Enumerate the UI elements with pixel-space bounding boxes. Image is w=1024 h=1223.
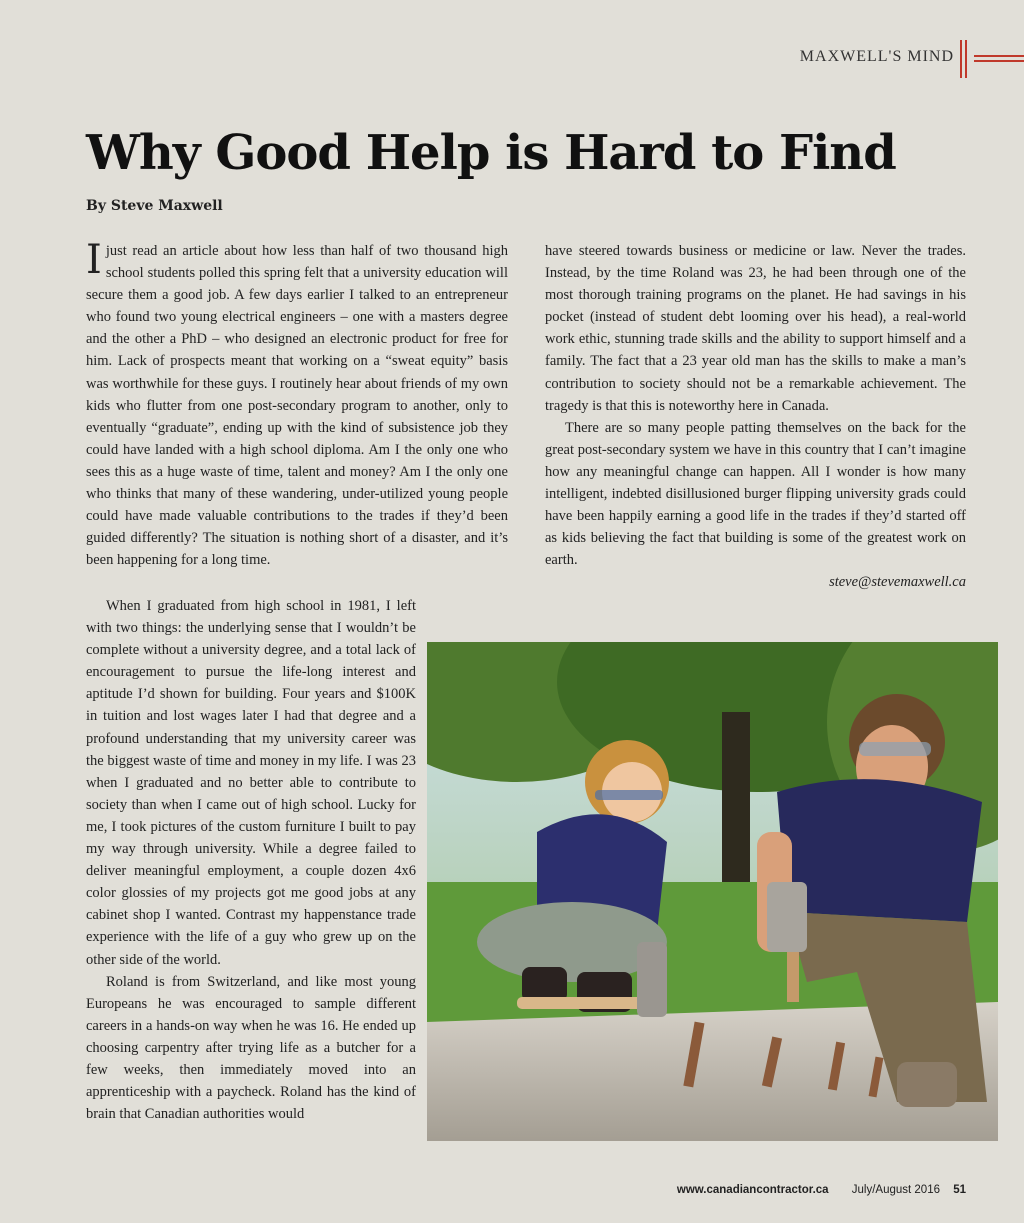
section-label: MAXWELL'S MIND xyxy=(799,48,954,65)
article-column-right xyxy=(545,240,966,594)
page-footer xyxy=(677,1184,966,1196)
footer-issue: July/August 2016 xyxy=(851,1184,940,1196)
footer-url[interactable]: www.canadiancontractor.ca xyxy=(676,1184,829,1196)
article-column-left-narrow xyxy=(86,595,416,1125)
article-paragraph-3: Roland is from Switzerland, and like most young Europeans he was encouraged to sample different careers in a hands-on way when he was 16. He ended up choosing carpentry after trying life as a butcher for a few weeks, then immediately moved into an apprenticeship with a paycheck. Roland has the kind of brain that Canadian authorities would xyxy=(86,973,416,1123)
article-paragraph-2: When I graduated from high school in 1981, I left with two things: the underlying sense that I wouldn’t be complete without a university degree, and a total lack of encouragement to pursue the life-long interest and aptitude I’d shown for building. Four years and $100K in tuition and lost wages later I had that degree and a profound understanding that my university career was the biggest waste of time and money in my life. I was 23 when I graduated and no better able to contribute to society than when I came out of high school. Lucky for me, I took pictures of the custom furniture I built to pay my way through university. While a degree failed to deliver meaningful employment, a couple dozen 4x6 color glossies of my projects got me good jobs at any cabinet shop I wanted. Contrast my happenstance trade experience with the life of a guy who grew up on the other side of the world. xyxy=(86,598,416,968)
article-paragraph-5: There are so many people patting themselves on the back for the great post-secondary system we have in this country that I can’t imagine how any meaningful change can happen. All I wonder is how many intelligent, indebted disillusioned burger flipping university grads could have been happily earning a good life in the trades if they’d started off as kids believing the fact that building is some of the greatest work on earth. xyxy=(545,419,966,569)
drop-cap: I xyxy=(86,237,102,283)
article-title: Why Good Help is Hard to Find xyxy=(86,125,896,181)
article-photo xyxy=(427,642,998,1141)
article-paragraph-1: Ijust read an article about how less than half of two thousand high school students polled this spring felt that a university education will secure them a good job. A few days earlier I talked to an entrepreneur who found two young electrical engineers – one with a masters degree and the other a PhD – who designed an electronic product for free for him. Lack of prospects meant that working on a “sweat equity” basis was worthwhile for these guys. I routinely hear about friends of my own kids who flutter from one post-secondary program to another, only to eventually “graduate”, ending up with the kind of subsistence job they could have landed with a high school diploma. Am I the only one who sees this as a huge waste of time, talent and money? Am I the only one who thinks that many of these wandering, under-utilized young people could have made valuable contributions to the trades if they’d been guided differently? The situation is nothing short of a disaster, and it’s been happening for a long time. xyxy=(86,237,508,569)
author-email: steve@stevemaxwell.ca xyxy=(829,574,966,591)
article-column-left xyxy=(86,237,508,571)
article-paragraph-4: have steered towards business or medicine or law. Never the trades. Instead, by the time Roland was 23, he had been through one of the most thorough training programs on the planet. He had savings in his pocket (instead of student debt looming over his head), a real-world work ethic, stunning trade skills and the ability to support himself and a family. The fact that a 23 year old man has the skills to make a man’s contribution to society should not be a remarkable achievement. The tragedy is that this is noteworthy here in Canada. xyxy=(545,243,966,414)
page-number: 51 xyxy=(953,1184,966,1196)
section-accent-bars xyxy=(960,40,1024,78)
article-byline: By Steve Maxwell xyxy=(86,198,223,214)
